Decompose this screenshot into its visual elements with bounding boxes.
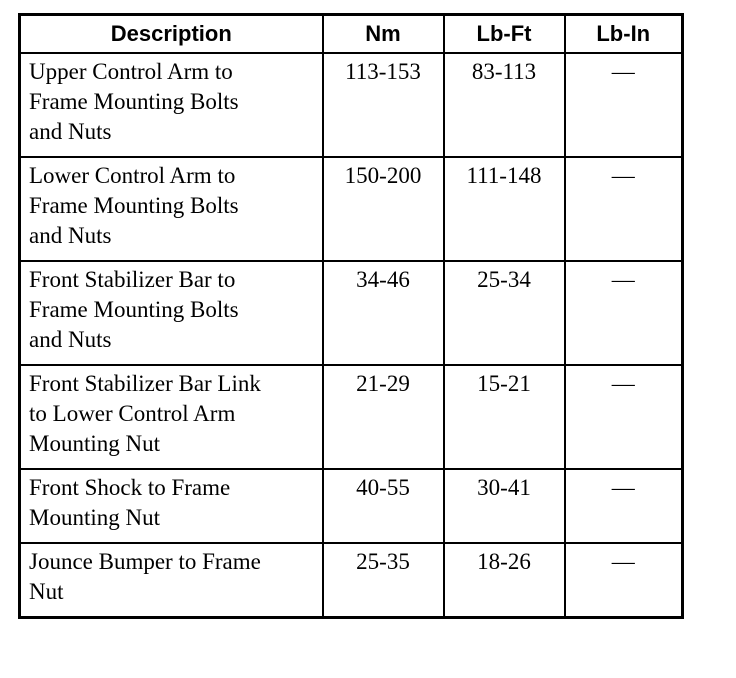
description-line: Mounting Nut [29, 431, 160, 456]
lb-ft-cell: 15-21 [444, 365, 565, 469]
description-line: Frame Mounting Bolts [29, 193, 239, 218]
table-row [20, 261, 683, 365]
description-line: Front Shock to Frame [29, 475, 231, 500]
lb-in-cell: — [565, 53, 683, 157]
lb-in-cell: — [565, 543, 683, 618]
lb-ft-cell: 25-34 [444, 261, 565, 365]
torque-spec-table [18, 13, 684, 619]
description-line: Upper Control Arm to [29, 59, 233, 84]
lb-ft-cell: 111-148 [444, 157, 565, 261]
description-cell [20, 261, 323, 365]
description-cell [20, 543, 323, 618]
nm-cell: 21-29 [323, 365, 444, 469]
description-line: Jounce Bumper to Frame [29, 549, 261, 574]
description-line: Frame Mounting Bolts [29, 297, 239, 322]
nm-cell: 113-153 [323, 53, 444, 157]
description-line: Lower Control Arm to [29, 163, 236, 188]
nm-cell: 40-55 [323, 469, 444, 543]
table-row [20, 543, 683, 618]
table-row [20, 53, 683, 157]
lb-in-cell: — [565, 365, 683, 469]
description-line: Front Stabilizer Bar Link [29, 371, 261, 396]
lb-in-cell: — [565, 469, 683, 543]
nm-cell: 25-35 [323, 543, 444, 618]
nm-cell: 34-46 [323, 261, 444, 365]
header-row [20, 15, 683, 54]
description-line: Front Stabilizer Bar to [29, 267, 236, 292]
header-nm: Nm [323, 15, 444, 54]
table-row [20, 469, 683, 543]
description-line: to Lower Control Arm [29, 401, 236, 426]
description-cell [20, 469, 323, 543]
description-cell [20, 157, 323, 261]
nm-cell: 150-200 [323, 157, 444, 261]
lb-in-cell: — [565, 157, 683, 261]
lb-ft-cell: 30-41 [444, 469, 565, 543]
lb-ft-cell: 83-113 [444, 53, 565, 157]
description-line: and Nuts [29, 223, 112, 248]
table-row [20, 157, 683, 261]
lb-in-cell: — [565, 261, 683, 365]
description-cell [20, 365, 323, 469]
description-line: and Nuts [29, 327, 112, 352]
description-line: Frame Mounting Bolts [29, 89, 239, 114]
header-lb-ft: Lb-Ft [444, 15, 565, 54]
header-description: Description [20, 15, 323, 54]
description-line: Nut [29, 579, 64, 604]
description-cell [20, 53, 323, 157]
description-line: and Nuts [29, 119, 112, 144]
description-line: Mounting Nut [29, 505, 160, 530]
table-row [20, 365, 683, 469]
lb-ft-cell: 18-26 [444, 543, 565, 618]
header-lb-in: Lb-In [565, 15, 683, 54]
